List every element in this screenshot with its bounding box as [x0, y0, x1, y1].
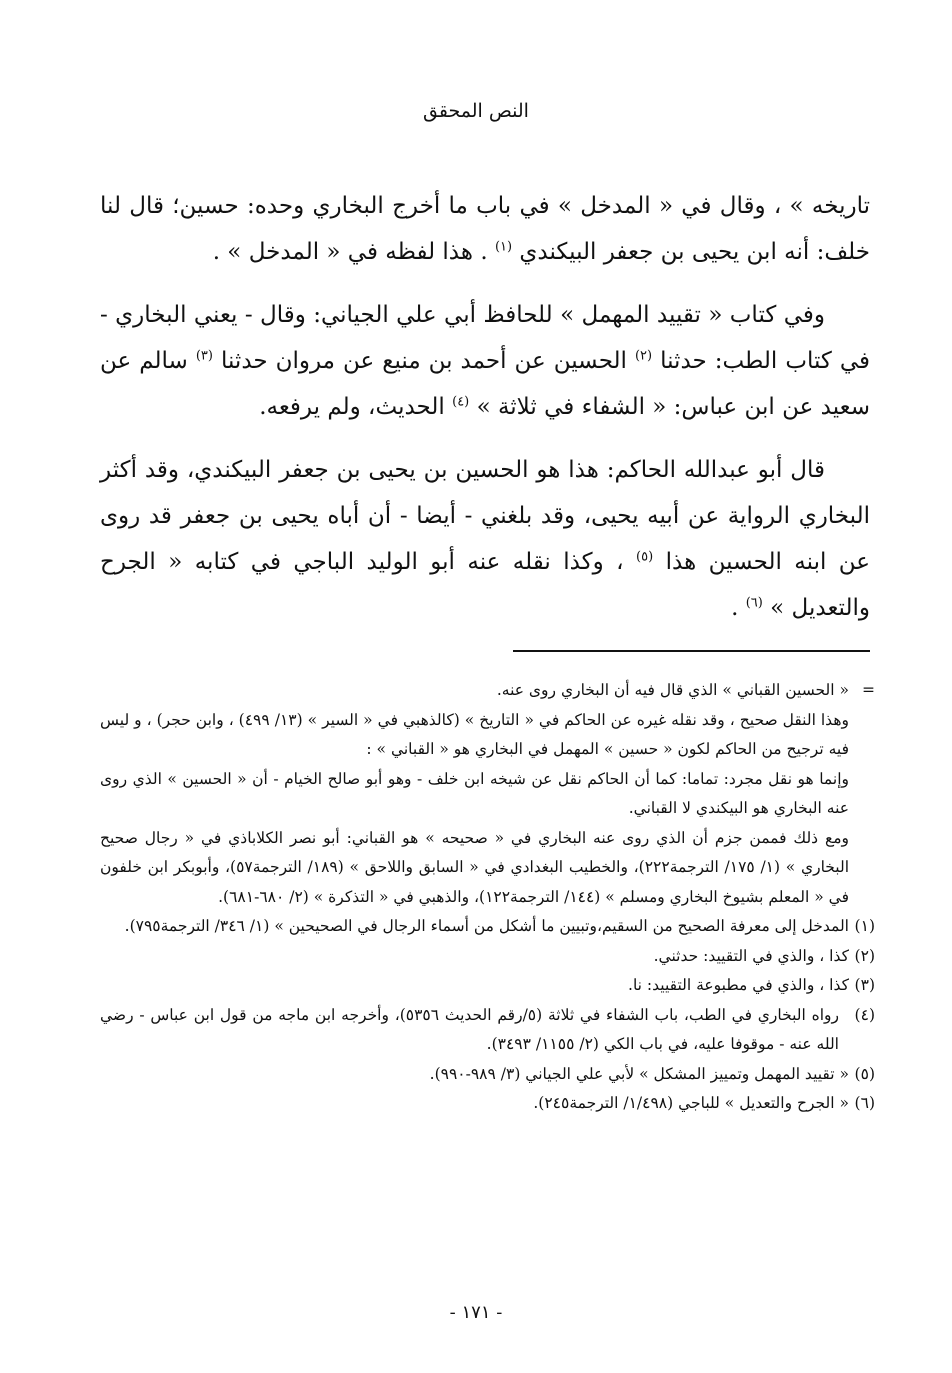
footnote-4-text: رواه البخاري في الطب، باب الشفاء في ثلاثة (٥/رقم الحديث ٥٣٥٦)، وأخرجه ابن ماجه من قول ابن عباس - رضي الله عنه - موقوفا عليه، في باب الكي (٢/ ١١٥٥/ ٣٤٩٣).: [100, 1005, 839, 1053]
footnote-2: [100, 942, 875, 972]
footnote-6-text: « الجرح والتعديل » للباجي (١/٤٩٨/ الترجمة٢٤٥).: [533, 1094, 849, 1112]
footnote-ref-3: (٣): [195, 348, 213, 364]
footnote-ref-4: (٤): [452, 394, 470, 410]
running-head: النص المحقق: [423, 100, 529, 122]
paragraph-3-text-b: ، وكذا نقله عنه أبو الوليد الباجي في كتابه « الجرح والتعديل »: [100, 549, 870, 621]
footnote-4-mark: (٤): [854, 1005, 875, 1024]
footnote-ref-1: (١): [494, 239, 513, 255]
page-number: - ١٧١ -: [449, 1302, 503, 1323]
paragraph-2-text-a: وفي كتاب « تقييد المهمل » للحافظ أبي علي الجياني: وقال - يعني البخاري - في كتاب الطب: حدثنا: [100, 302, 871, 374]
footnote-1-mark: (١): [854, 917, 875, 935]
footnote-1-text: المدخل إلى معرفة الصحيح من السقيم،وتبيين ما أشكل من أسماء الرجال في الصحيحين » (١/ ٣٤٦/ الترجمة٧٩٥).: [124, 917, 849, 935]
continuation-line-2: وهذا النقل صحيح ، وقد نقله غيره عن الحاكم في « التاريخ » (كالذهبي في « السير » (١٣/ ٤٩٩) ، وابن حجر) ، و ليس فيه ترجيح من الحاكم لكون « حسين » المهمل في البخاري هو « القباني » :: [100, 710, 849, 758]
footnote-3-mark: (٣): [854, 976, 875, 994]
footnote-5: [100, 1060, 875, 1090]
footnote-6-mark: (٦): [854, 1094, 875, 1112]
footnote-6: [100, 1089, 875, 1119]
paragraph-1: [100, 183, 870, 275]
paragraph-1-text-a: تاريخه » ، وقال في « المدخل » في باب ما أخرج البخاري وحده: حسين؛ قال لنا خلف: أنه ابن يحيى بن جعفر البيكندي: [100, 193, 870, 265]
continuation-line-3: وإنما هو نقل مجرد: تماما: كما أن الحاكم نقل عن شيخه ابن خلف - وهو أبو صالح الخيام - أن « الحسين » الذي روى عنه البخاري هو البيكندي لا القباني.: [100, 769, 849, 817]
paragraph-3-text-c: .: [731, 595, 739, 621]
footnote-2-text: كذا ، والذي في التقييد: حدثني.: [653, 946, 849, 965]
footnote-ref-2: (٢): [634, 348, 653, 364]
footnote-ref-5: (٥): [636, 549, 654, 565]
footnotes: [100, 676, 875, 1119]
paragraph-3: [100, 447, 870, 631]
footnote-ref-6: (٦): [745, 595, 763, 611]
continuation-line-1: « الحسين القباني » الذي قال فيه أن البخاري روى عنه.: [496, 681, 849, 699]
footnote-3: [100, 971, 875, 1001]
footnote-continuation: [100, 676, 875, 912]
footnote-1: [100, 912, 875, 942]
paragraph-2-text-b: الحسين عن أحمد بن منيع عن مروان حدثنا: [220, 348, 627, 374]
footnote-3-text: كذا ، والذي في مطبوعة التقييد: نا.: [628, 976, 849, 994]
footnote-2-mark: (٢): [854, 946, 875, 965]
paragraph-3-text-a: قال أبو عبدالله الحاكم: هذا هو الحسين بن يحيى بن جعفر البيكندي، وقد أكثر البخاري الرواية عن أبيه يحيى، وقد بلغني - أيضا - أن أباه يحيى بن جعفر قد روى عن ابنه الحسين هذا: [100, 457, 871, 575]
paragraph-1-text-b: . هذا لفظه في « المدخل » .: [212, 239, 488, 265]
footnote-4: [100, 1001, 875, 1060]
paragraph-2-text-d: الحديث، ولم يرفعه.: [259, 394, 445, 420]
paragraph-2-text-c: سالم عن سعيد عن ابن عباس: « الشفاء في ثلاثة »: [100, 348, 870, 420]
footnote-separator: [513, 650, 870, 652]
paragraph-2: [100, 292, 870, 430]
main-text: [100, 183, 870, 648]
continuation-line-4: ومع ذلك فممن جزم أن الذي روى عنه البخاري في « صحيحه » هو القباني: أبو نصر الكلاباذي في « رجال صحيح البخاري » (١/ ١٧٥/ الترجمة٢٢٢)، والخطيب البغدادي في « السابق واللاحق » (١٨٩/ الترجمة٥٧)، وأبوبكر ابن خلفون في « المعلم بشيوخ البخاري ومسلم » (١٤٤/ الترجمة١٢٢)، والذهبي في « التذكرة » (٢/ ٦٨٠-٦٨١).: [100, 828, 849, 906]
footnote-5-mark: (٥): [854, 1064, 875, 1083]
footnote-5-text: « تقييد المهمل وتمييز المشكل » لأبي علي الجياني (٣/ ٩٨٩-٩٩٠).: [429, 1064, 849, 1083]
continuation-mark: =: [862, 681, 875, 699]
